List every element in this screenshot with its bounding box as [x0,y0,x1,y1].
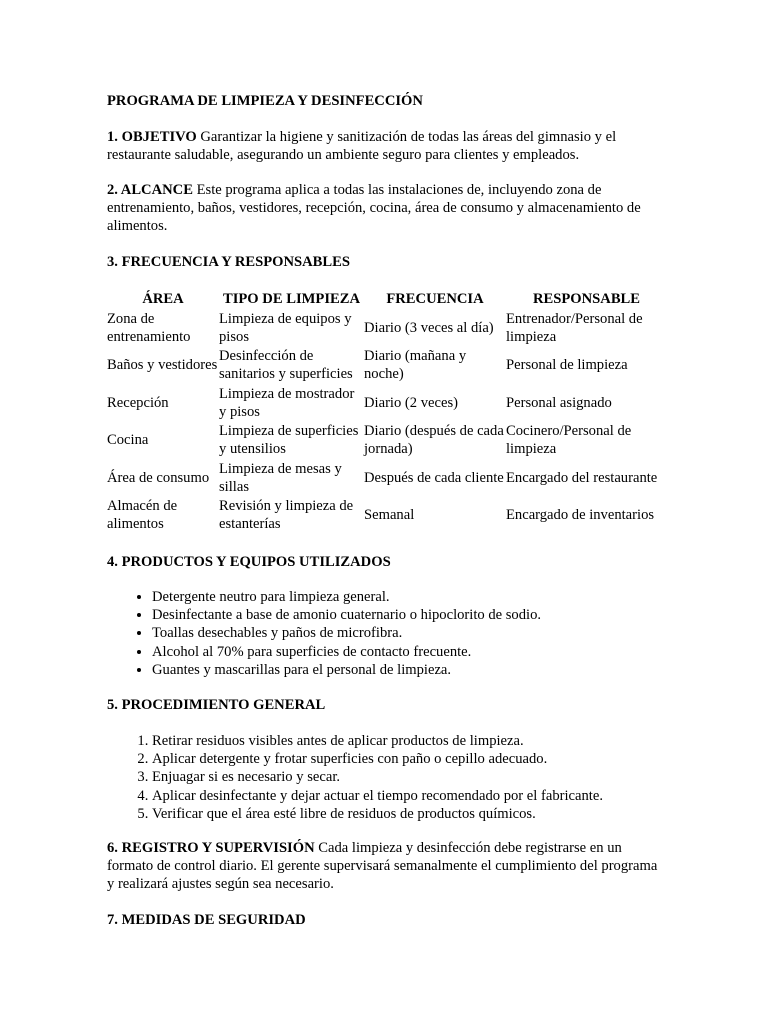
table-cell: Diario (3 veces al día) [364,319,494,336]
list-item: • Guantes y mascarillas para el personal de limpieza. [152,661,672,679]
table-cell: Almacén de alimentos [107,498,178,533]
table-row [107,459,667,497]
procedure-heading: 5. PROCEDIMIENTO GENERAL [107,697,326,713]
table-cell: Revisión y limpieza de estanterías [219,498,354,533]
list-item: 5. Verificar que el área esté libre de residuos de productos químicos. [152,805,672,823]
table-cell: Semanal [364,507,415,524]
table-row [107,384,667,422]
table-cell: Desinfección de sanitarios y superficies [219,348,353,383]
table-cell: Personal de limpieza [506,357,628,374]
frequency-heading: 3. FRECUENCIA Y RESPONSABLES [107,254,351,270]
objective-text: Garantizar la higiene y sanitización de todas las áreas del gimnasio y el restaurante saludable, asegurando un ambiente seguro para clientes y empleados. [107,129,617,164]
table-row [107,422,667,460]
table-row [107,497,667,535]
list-item: 3. Enjuagar si es necesario y secar. [152,768,672,786]
table-cell: Personal asignado [506,394,612,411]
table-cell: Limpieza de equipos y pisos [219,310,352,345]
table-row [107,347,667,385]
list-item: • Toallas desechables y paños de microfibra. [152,624,672,642]
column-header-frequency: FRECUENCIA [386,291,484,307]
table-cell: Cocina [107,432,149,449]
registry-section [107,839,663,894]
table-cell: Zona de entrenamiento [107,310,191,345]
column-header-area: ÁREA [142,291,184,307]
list-item: 1. Retirar residuos visibles antes de aplicar productos de limpieza. [152,732,672,750]
table-cell: Diario (mañana y noche) [364,348,467,383]
table-cell: Cocinero/Personal de limpieza [506,423,632,458]
table-cell: Encargado del restaurante [506,469,658,486]
column-header-cleaning-type: TIPO DE LIMPIEZA [222,291,361,307]
table-header-row [107,289,667,309]
table-cell: Diario (después de cada jornada) [364,423,504,458]
list-item: 4. Aplicar desinfectante y dejar actuar el tiempo recomendado por el fabricante. [152,787,672,805]
list-item: • Detergente neutro para limpieza general. [152,588,672,606]
table-cell: Área de consumo [107,469,210,486]
procedure-steps-list [107,732,672,823]
registry-heading: 6. REGISTRO Y SUPERVISIÓN [107,840,315,856]
list-item: • Desinfectante a base de amonio cuaternario o hipoclorito de sodio. [152,606,672,624]
scope-text: Este programa aplica a todas las instalaciones de, incluyendo zona de entrenamiento, baños, vestidores, recepción, cocina, área de consumo y almacenamiento de alimentos. [107,182,641,235]
column-header-responsible: RESPONSABLE [532,291,641,307]
table-cell: Limpieza de mostrador y pisos [219,385,355,420]
table-cell: Limpieza de superficies y utensilios [219,423,359,458]
safety-heading: 7. MEDIDAS DE SEGURIDAD [107,912,306,928]
products-heading: 4. PRODUCTOS Y EQUIPOS UTILIZADOS [107,554,391,570]
table-cell: Baños y vestidores [107,357,218,374]
scope-heading: 2. ALCANCE [107,182,193,198]
registry-text: Cada limpieza y desinfección debe registrarse en un formato de control diario. El gerente supervisará semanalmente el cumplimiento del programa y realizará ajustes según sea necesario. [107,840,658,893]
scope-section [107,181,663,236]
list-item: 2. Aplicar detergente y frotar superficies con paño o cepillo adecuado. [152,750,672,768]
table-cell: Encargado de inventarios [506,507,655,524]
objective-heading: 1. OBJETIVO [107,129,197,145]
products-list [107,588,672,679]
table-cell: Limpieza de mesas y sillas [219,460,342,495]
document-title: PROGRAMA DE LIMPIEZA Y DESINFECCIÓN [107,93,423,109]
list-item: • Alcohol al 70% para superficies de contacto frecuente. [152,643,672,661]
frequency-table [107,289,667,534]
table-cell: Después de cada cliente [364,469,504,486]
table-cell: Entrenador/Personal de limpieza [506,310,643,345]
table-cell: Recepción [107,394,169,411]
objective-section [107,128,663,164]
table-row [107,309,667,347]
table-cell: Diario (2 veces) [364,394,459,411]
